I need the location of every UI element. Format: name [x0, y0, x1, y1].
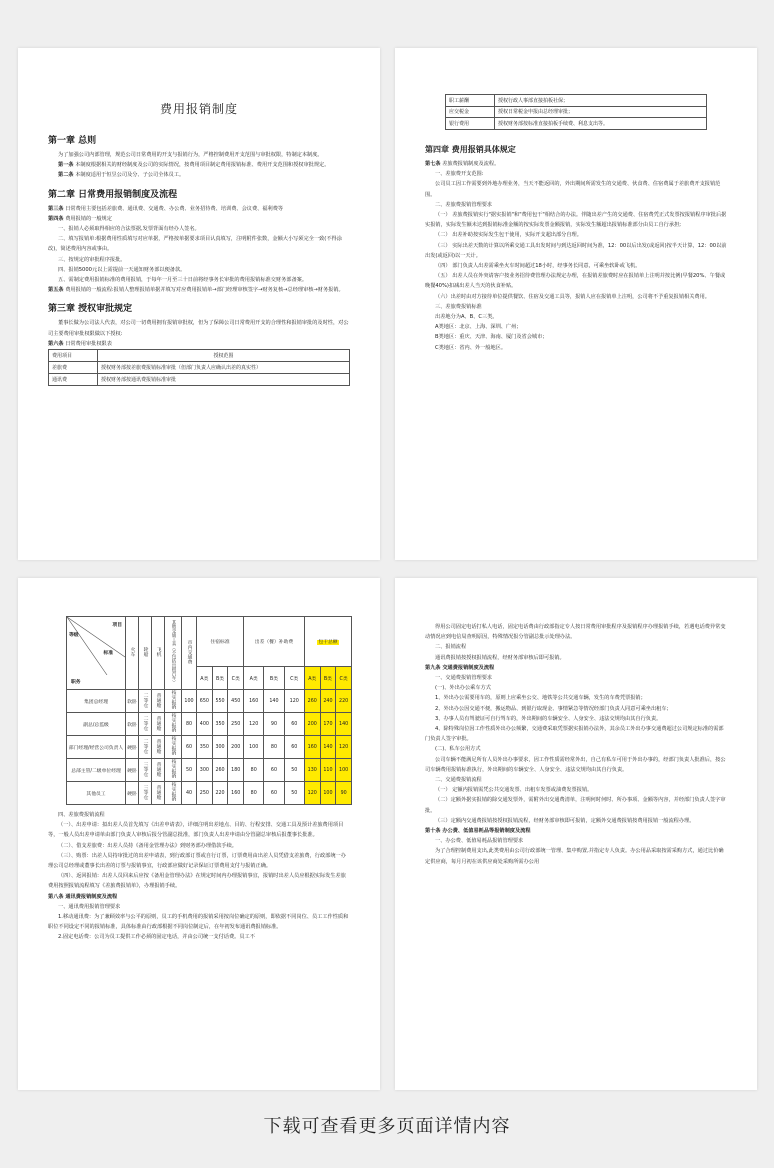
table-cell: 授权财务部按标准直接拍板手续费、利息支出等。	[495, 118, 707, 130]
table-cell: 120	[304, 782, 320, 805]
table-cell: 80	[264, 736, 284, 759]
sub-header-cell: A类	[304, 667, 320, 690]
list-item: 2、外出办公因交通不便，搬运物品、到银行取现金、事情紧急等情况经部门负责人同意可乘坐出租车；	[435, 705, 672, 712]
list-item: (一)、外出办公乘车方式	[435, 685, 491, 692]
table-cell: 普通舱	[152, 782, 165, 805]
table-cell: 普通舱	[152, 713, 165, 736]
table-cell: 170	[320, 713, 336, 736]
table-cell: 硬卧	[126, 782, 139, 805]
table-cell: 60	[182, 736, 197, 759]
list-item: 3、办事人员有驾驶证可自行驾车的，外出期间的车辆安全、人身安全、违法交规均由其自行负责。	[435, 715, 662, 722]
table-cell: 其他员工	[67, 782, 126, 805]
table-cell: 160	[228, 782, 244, 805]
table-cell: 260	[304, 690, 320, 713]
table-row	[67, 759, 352, 782]
list-item: 2.固定电话费：公司为员工提供工作必须的固定电话，并由公司统一支付话费。员工不	[58, 934, 255, 941]
list-item: 通讯费报销按授权报销流程，经财务部审核后即可报销。	[435, 654, 565, 661]
list-item: 1.移动通讯费：为了兼顾效率与公平的原则，员工的手机费用的报销采用按岗位确定的原则，即依据不同岗位、员工工作性质和职位不同设定不同的报销标准，具体标准由行政部根据不同岗位制定后，在年初发布通讯费报销标准。	[48, 914, 349, 931]
sub-header-cell: B类	[212, 667, 228, 690]
sub-header-cell: C类	[336, 667, 352, 690]
table-cell: 50	[284, 782, 304, 805]
table-cell: 按实报销	[165, 713, 182, 736]
chapter-3-heading: 第三章 授权审批规定	[48, 304, 133, 315]
table-cell: 120	[336, 736, 352, 759]
paragraph: 第二条 本制度适用于恒昱公司及分、子公司全体员工。	[58, 172, 185, 179]
table-cell: 100	[182, 690, 197, 713]
approval-table	[48, 349, 350, 386]
list-item: 三、按规定的审批程序报批。	[58, 256, 126, 263]
table-cell: 授权日常税金申报由总经理审批；	[495, 106, 707, 118]
paragraph: 第六条 日常费用审批权限表	[48, 340, 112, 347]
table-cell: 60	[264, 759, 284, 782]
table-row	[446, 118, 707, 130]
table-header-row	[67, 617, 352, 667]
download-more-footer: 下载可查看更多页面详情内容	[263, 1116, 511, 1137]
chapter-4-heading: 第四章 费用报销具体规定	[425, 145, 516, 154]
table-row	[446, 106, 707, 118]
list-item: （二）定额外据实报销的除交通发票外，需附外出交通费清单，注明何时何时、所办事项、金额等内容，并经部门负责人签字审批。	[425, 797, 726, 814]
sub-header-cell: C类	[284, 667, 304, 690]
table-cell: 240	[320, 690, 336, 713]
table-cell: 100	[336, 759, 352, 782]
table-cell: 250	[197, 782, 213, 805]
table-cell: 100	[244, 736, 264, 759]
list-item: 得用公司固定电话打私人电话，固定电话费由行政部指定专人按日常费用审批程序及报销程序办理报销手续，若遇电话费异常变动情况应到电信局查明原因，特殊情况报分管副总批示处理办法。	[425, 624, 726, 641]
table-row	[49, 362, 350, 374]
table-cell: 90	[336, 782, 352, 805]
table-cell: 450	[228, 690, 244, 713]
table-cell: 三等仓	[139, 759, 152, 782]
list-item: B类地区：重庆、天津、海南、厦门及省会城市；	[435, 334, 548, 341]
table-cell: 按实报销	[165, 759, 182, 782]
table-cell: 按实报销	[165, 782, 182, 805]
table-cell: 40	[182, 782, 197, 805]
table-cell: 350	[212, 713, 228, 736]
paragraph: 第三条 日常费用主要包括差旅费、通讯费、交通费、办公费、业务招待费、培训费、会议费、福利费等	[48, 205, 284, 212]
table-cell: 180	[228, 759, 244, 782]
table-cell: 160	[244, 690, 264, 713]
list-item: （一）、出差申请：拟出差人员首先填写《出差申请表》，详细注明出差地点、目的、行程安排、交通工具及预计差旅费用项目等，一般人员出差申请单由部门负责人审核后报分管副总批准，部门负责人出差申请由分管副总审核后报董事长批准。	[48, 822, 344, 839]
list-item: 二、交通费报销流程	[435, 777, 482, 784]
table-cell: 部门经理/经营公司负责人	[67, 736, 126, 759]
table-cell: 硬卧	[126, 736, 139, 759]
table-row	[67, 736, 352, 759]
table-header-cell: 市内交通费	[182, 617, 197, 690]
table-cell: 80	[244, 782, 264, 805]
document-title: 费用报销制度	[159, 102, 238, 116]
travel-standard-table	[66, 616, 352, 805]
table-row	[67, 782, 352, 805]
table-cell: 100	[320, 782, 336, 805]
table-cell: 应交税金	[446, 106, 495, 118]
table-cell: 二等仓	[139, 736, 152, 759]
sub-header-cell: A类	[244, 667, 264, 690]
sub-header-cell: A类	[197, 667, 213, 690]
list-item: （四）、返回报销：出差人员回来后应按《备用金管理办法》在规定时间内办理报销事宜，报销时出差人员应根据实际发生差旅费用按照报销流程填写《差旅费报销单》，办理报销手续。	[48, 873, 346, 890]
table-header-cell: 火车	[126, 617, 139, 690]
table-cell: 集团总经理	[67, 690, 126, 713]
table-cell: 550	[212, 690, 228, 713]
approval-table-continued	[445, 94, 707, 130]
corner-label-item: 项目	[112, 623, 122, 628]
table-header-cell: 费用项目	[49, 350, 98, 362]
article-heading: 第十条 办公费、低值易耗品等报销制度及流程	[425, 828, 531, 835]
list-item: 四、报销5000元以上需提前一天通知财务部以便备款。	[58, 266, 186, 273]
sub-header-cell: C类	[228, 667, 244, 690]
article-heading: 第九条 交通费报销制度及流程	[425, 664, 495, 671]
table-cell: 按实报销	[165, 736, 182, 759]
list-item: C类地区：省内、外一般地区。	[435, 344, 507, 351]
table-cell: 授权财务部按通讯费报销标准审批	[98, 374, 350, 386]
table-cell: 普通舱	[152, 759, 165, 782]
list-item: （二）、借支差旅费：出差人员持《备用金管理办法》到财务部办理借款手续。	[58, 842, 237, 849]
chapter-2-heading: 第二章 日常费用报销制度及流程	[48, 189, 178, 200]
table-cell: 60	[284, 713, 304, 736]
table-cell: 120	[284, 690, 304, 713]
table-cell: 60	[264, 782, 284, 805]
list-item: 公司员工因工作需要到外地办理业务，当天不能返回的，外出期间所需发生的交通费、伙食费、住宿费属于差旅费开支报销范围。	[425, 181, 721, 198]
table-cell: 普通舱	[152, 690, 165, 713]
table-cell: 50	[284, 759, 304, 782]
table-cell: 软卧	[126, 713, 139, 736]
paragraph: 第四条 费用报销的一般规定	[48, 215, 112, 222]
table-cell: 硬卧	[126, 759, 139, 782]
sub-header-cell: B类	[264, 667, 284, 690]
table-header-cell: 其他交通工具（不包括出租汽车）	[165, 617, 182, 690]
paragraph: 第七条 差旅费报销制度及流程。	[425, 161, 500, 167]
table-cell: 软卧	[126, 690, 139, 713]
table-cell: 二等仓	[139, 713, 152, 736]
paragraph: 第一条 本制度根据相关的财经制度及公司的实际情况，按费用项目制定费用报销标准、费用开支范围和授权审批规定。	[58, 162, 330, 169]
table-cell: 300	[197, 759, 213, 782]
corner-label-role: 职务	[71, 680, 81, 685]
list-item: 二、填写报销单:根据费用性质填写对应单据，严格按单据要求项目认真填写，注明附件张数，金额大小写须完全一致(不得涂改)，简述费用内容或事由。	[48, 236, 342, 253]
document-page-2	[395, 48, 757, 560]
table-cell: 200	[304, 713, 320, 736]
list-item: （一） 差旅费报销实行"据实报销"和"费用包干"相结合的办法。伴随出差产生的交通费、住宿费凭正式发票按报销程序审批后据实报销，实际发生额未达到报销标准金额的按实际发票金额报销，实际发生额超出报销标准部分由员工自行承担;	[425, 212, 727, 229]
table-cell: 80	[244, 759, 264, 782]
table-cell: 130	[304, 759, 320, 782]
table-cell: 按实报销	[165, 690, 182, 713]
list-item: 公司车辆不能满足所有人员外出办事要求，因工作性质需经常外出，自己有私车可用于外出办事的，经部门负责人批准后，按公司车辆费用报销标准执行，外出期间的车辆安全、人身安全、违法交规均由其自行负责。	[425, 756, 726, 773]
table-row	[67, 713, 352, 736]
table-cell: 授权行政人事部直接拍板社保；	[495, 95, 707, 107]
table-cell: 90	[264, 713, 284, 736]
document-page-1	[18, 48, 380, 560]
table-cell: 400	[197, 713, 213, 736]
table-row	[67, 690, 352, 713]
table-cell: 200	[228, 736, 244, 759]
list-item: 1、外出办公需要用车的，原则上应乘坐公交、地铁等公共交通车辆，发生的车费凭票报销；	[435, 695, 646, 702]
table-cell: 二等仓	[139, 690, 152, 713]
list-item: (二)、私车公用方式	[435, 746, 481, 753]
list-item: （五） 出差人员在外突请客户按业务招待费管理办法规定办理，在报销差旅费时应在报销单上注明并按比例(早餐20%、午餐或晚餐40%)扣减出差人当天的伙食补贴。	[425, 273, 726, 290]
list-item: 一、差旅费开支范围:	[435, 171, 484, 178]
list-item: （三）定额内交通费报销按授权报销流程，经财务部审核即可报销，定额外交通费报销按费用报销一般流程办理。	[435, 817, 695, 824]
table-cell: 总部主管/二级单位经理	[67, 759, 126, 782]
sub-header-cell: B类	[320, 667, 336, 690]
table-cell: 220	[212, 782, 228, 805]
table-cell: 差旅费	[49, 362, 98, 374]
table-row	[446, 95, 707, 107]
list-item: 三、差旅费报销标准	[435, 303, 482, 310]
table-header-cell: 出差（餐）补助费	[244, 617, 305, 667]
list-item: （三） 实际出差天数的计算以所乘交通工具出发时间与到达返回时间为准，12：00以后出发(或返回)按半天计算，12：00以前出发(或返回)以一天计。	[425, 242, 727, 259]
corner-label-standard: 标准	[103, 651, 113, 656]
paragraph: 为了加强公司内部管理，规范公司日常费用的开支与报销行为，严格控制费用开支范围与审批权限，特制定本制度。	[58, 152, 323, 158]
list-item: A类地区：北京、上海、深圳、广州；	[435, 324, 522, 331]
list-item: 一、通讯费用报销管理要求	[58, 903, 121, 910]
document-page-3	[18, 578, 380, 1090]
table-cell: 300	[212, 736, 228, 759]
list-item: （一） 定额内报销需凭公共交通发票、出租车发票或油费发票报销。	[435, 787, 593, 794]
list-item: 为了合理控制费用支出,此类费用由公司行政部统一管理、集中购置,并指定专人负责。办公用品采取按需采购方式，通过比价确定供应商，每月月初在该供应商处采购所需办公用	[425, 848, 724, 865]
list-item: 一、办公费、低值易耗品报销管理要求	[435, 838, 524, 845]
table-cell: 250	[228, 713, 244, 736]
paragraph: 第五条 费用报销的一般流程:报销人整理报销单据并填写对应费用报销单→部门经理审核签字→财务复核→总经理审核→财务报销。	[48, 287, 344, 294]
table-cell: 银行费用	[446, 118, 495, 130]
table-cell: 140	[336, 713, 352, 736]
table-header-cell: 包干总额	[304, 617, 351, 667]
table-header-cell: 轮船	[139, 617, 152, 690]
list-item: （三）、购票：出差人员持审批过的出差申请表，到行政部订票或自行订票，订票费用由出差人员凭借支差旅费，行政部统一办理公司总经理或董事长出差的订票与报销事宜，行政部应做好记录保证订票费用支付与报销正确。	[48, 852, 346, 870]
table-cell: 260	[212, 759, 228, 782]
table-header-cell: 飞机	[152, 617, 165, 690]
table-cell: 140	[320, 736, 336, 759]
table-row	[49, 374, 350, 386]
table-cell: 副总/总监级	[67, 713, 126, 736]
table-cell: 220	[336, 690, 352, 713]
list-item: 一、报销人必须取得相应的合法票据,发票背面有经办人签名。	[58, 226, 200, 233]
list-item: 四、差旅费报销流程	[58, 812, 105, 818]
table-cell: 160	[304, 736, 320, 759]
table-cell: 三等仓	[139, 782, 152, 805]
list-item: （四） 部门负责人出差需乘坐火车时间超过18小时，经事务长同意，可乘坐软卧或飞机。	[435, 263, 641, 270]
list-item: 出差地分为A、B、C三类。	[435, 314, 498, 321]
list-item: 五、需制定费用报销标准的费用报销，于每年一月至三十日前将经事务长审批的费用报销标准交财务部备案。	[58, 277, 308, 284]
table-cell: 职工薪酬	[446, 95, 495, 107]
chapter-1-heading: 第一章 总则	[48, 136, 97, 146]
list-item: （二） 出差补助按实际发生包干使用，实际开支超出部分自理。	[435, 232, 582, 239]
table-cell: 140	[264, 690, 284, 713]
table-header-cell: 授权范围	[98, 350, 350, 362]
table-cell: 80	[182, 713, 197, 736]
table-cell: 普通舱	[152, 736, 165, 759]
document-page-4	[395, 578, 757, 1090]
article-heading: 第八条 通讯费报销制度及流程	[48, 893, 118, 900]
table-cell: 110	[320, 759, 336, 782]
list-item: （六）出差时由对方接待单位提供餐饮、住宿及交通工具等，报销人应在报销单上注明，公司将不予重复报销相关费用。	[435, 293, 710, 300]
list-item: 二、报销流程	[435, 644, 467, 651]
list-item: 4、除特殊岗位因工作性质外出办公频繁，交通费采取凭票据实报销办法外，其余员工外出办事交通费超过公司规定标准的需部门负责人签字审批。	[425, 726, 724, 743]
list-item: 二、差旅费报销管理要求	[435, 201, 493, 208]
table-cell: 650	[197, 690, 213, 713]
table-cell: 授权财务部按差旅费报销标准审批（但部门负责人应确认出差的真实性）	[98, 362, 350, 374]
table-header-row	[49, 350, 350, 362]
table-cell: 60	[284, 736, 304, 759]
table-cell: 350	[197, 736, 213, 759]
table-corner-cell	[67, 617, 126, 690]
table-cell: 通讯费	[49, 374, 98, 386]
list-item: 一、交通费报销管理要求	[435, 675, 493, 682]
table-cell: 120	[244, 713, 264, 736]
corner-label-level: 等级	[69, 633, 79, 638]
table-cell: 50	[182, 759, 197, 782]
paragraph: 董事长做为公司法人代表，对公司一切费用拥有报销审批权，但为了保障公司日常费用开支的合理性和报销审批的及时性，对公司主要费用审批权限做以下授权:	[48, 320, 349, 337]
table-header-cell: 住宿标准	[197, 617, 244, 667]
